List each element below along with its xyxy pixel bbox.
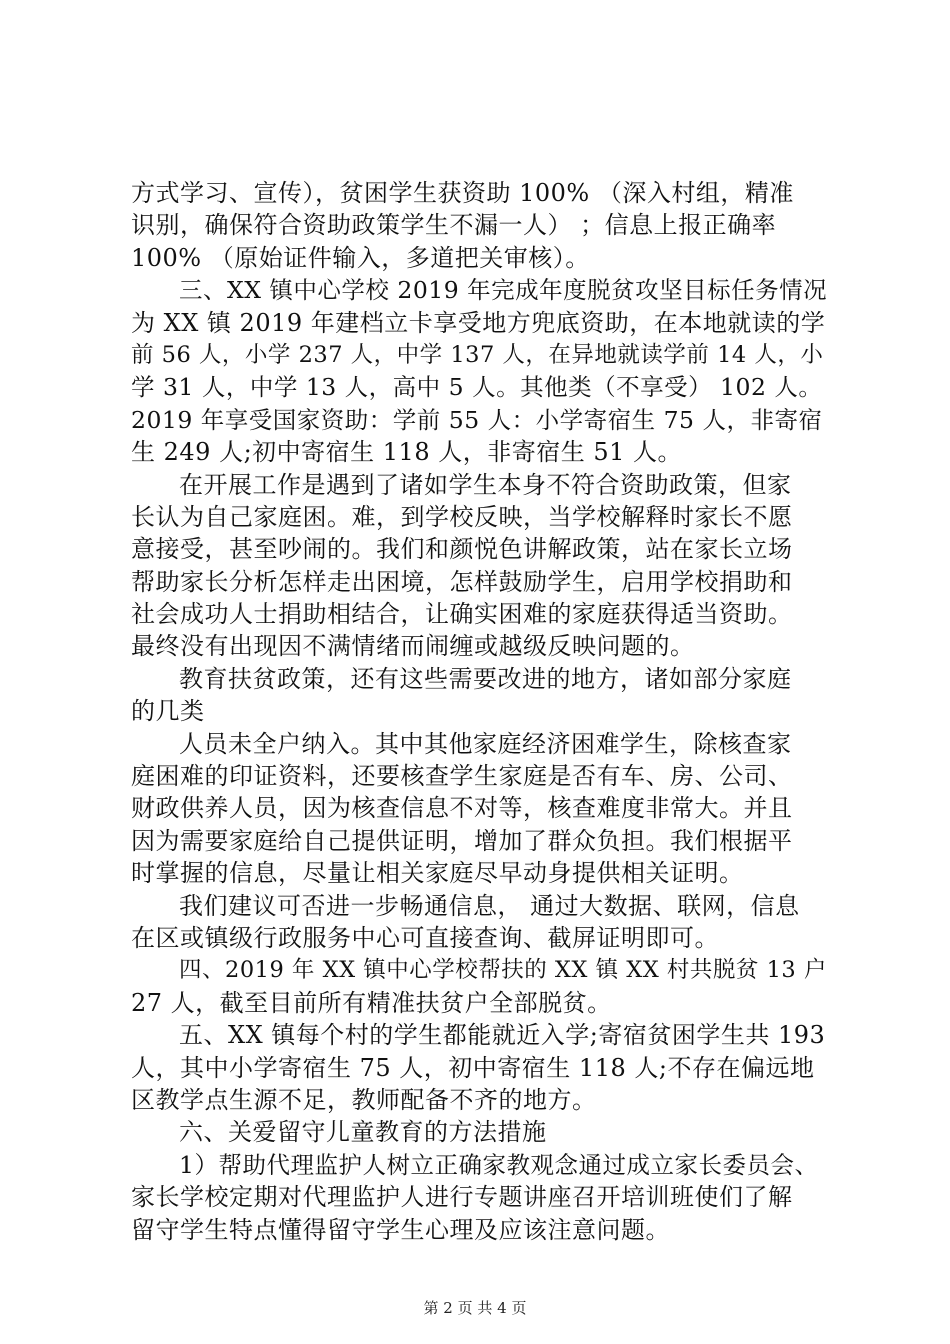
page-footer: 第 2 页 共 4 页: [423, 1299, 527, 1317]
text-line: 人员未全户纳入。其中其他家庭经济困难学生，除核查家: [179, 729, 792, 758]
text-line: 时掌握的信息，尽量让相关家庭尽早动身提供相关证明。: [131, 859, 744, 888]
text-line: 家长学校定期对代理监护人进行专题讲座召开培训班使们了解: [131, 1183, 793, 1212]
text-line: 教育扶贫政策，还有这些需要改进的地方，诸如部分家庭: [179, 664, 792, 693]
text-line: 我们建议可否进一步畅通信息， 通过大数据、联网，信息: [179, 891, 800, 920]
text-line: 六、关爱留守儿童教育的方法措施: [179, 1118, 547, 1147]
text-line: 意接受，甚至吵闹的。我们和颜悦色讲解政策，站在家长立场: [131, 535, 793, 564]
text-line: 生 249 人;初中寄宿生 118 人，非寄宿生 51 人。: [131, 438, 683, 467]
text-line: 留守学生特点懂得留守学生心理及应该注意问题。: [131, 1215, 670, 1244]
text-line: 社会成功人士捐助相结合，让确实困难的家庭获得适当资助。: [131, 600, 793, 629]
text-line: 帮助家长分析怎样走出困境，怎样鼓励学生，启用学校捐助和: [131, 567, 793, 596]
text-line: 庭困难的印证资料，还要核查学生家庭是否有车、房、公司、: [131, 762, 793, 791]
text-line: 财政供养人员，因为核查信息不对等，核查难度非常大。并且: [131, 794, 793, 823]
text-line: 四、2019 年 XX 镇中心学校帮扶的 XX 镇 XX 村共脱贫 13 户: [179, 957, 827, 984]
text-line: 方式学习、宣传），贫困学生获资助 100% （深入村组，精准: [131, 179, 794, 207]
text-line: 五、XX 镇每个村的学生都能就近入学;寄宿贫困学生共 193: [179, 1021, 826, 1050]
text-line: 1）帮助代理监护人树立正确家教观念通过成立家长委员会、: [179, 1150, 819, 1179]
text-line: 为 XX 镇 2019 年建档立卡享受地方兜底资助，在本地就读的学: [131, 308, 826, 337]
text-line: 在区或镇级行政服务中心可直接查询、截屏证明即可。: [131, 923, 719, 952]
text-line: 100% （原始证件输入，多道把关审核）。: [131, 243, 590, 272]
document-body: [131, 177, 831, 1246]
text-line: 的几类: [131, 697, 205, 726]
text-line: 因为需要家庭给自己提供证明，增加了群众负担。我们根据平: [131, 826, 793, 855]
text-line: 区教学点生源不足，教师配备不齐的地方。: [131, 1085, 597, 1114]
text-line: 三、XX 镇中心学校 2019 年完成年度脱贫攻坚目标任务情况: [179, 276, 828, 305]
text-line: 在开展工作是遇到了诸如学生本身不符合资助政策，但家: [179, 470, 792, 499]
text-line: 人，其中小学寄宿生 75 人，初中寄宿生 118 人;不存在偏远地: [131, 1053, 815, 1082]
text-line: 前 56 人，小学 237 人，中学 137 人，在异地就读学前 14 人，小: [131, 341, 824, 368]
text-line: 长认为自己家庭困。难，到学校反映，当学校解释时家长不愿: [131, 502, 793, 531]
text-line: 2019 年享受国家资助：学前 55 人：小学寄宿生 75 人，非寄宿: [131, 405, 823, 434]
text-line: 27 人，截至目前所有精准扶贫户全部脱贫。: [131, 988, 612, 1017]
text-line: 识别，确保符合资助政策学生不漏一人） ；信息上报正确率: [131, 211, 777, 240]
text-line: 学 31 人，中学 13 人，高中 5 人。其他类（不享受） 102 人。: [131, 373, 823, 402]
text-line: 最终没有出现因不满情绪而闹缠或越级反映问题的。: [131, 632, 695, 661]
